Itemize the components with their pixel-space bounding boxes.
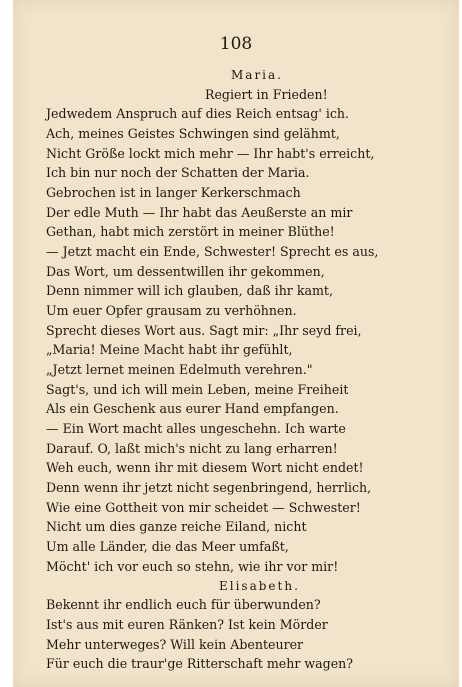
verse-line: Um euer Opfer grausam zu verhöhnen. xyxy=(46,303,297,318)
verse-line: Das Wort, um dessentwillen ihr gekommen, xyxy=(46,264,325,279)
book-page xyxy=(13,0,459,687)
verse-line: Um alle Länder, die das Meer umfaßt, xyxy=(46,539,289,554)
verse-line: Wie eine Gottheit von mir scheidet — Schwester! xyxy=(46,500,361,515)
verse-line: Ach, meines Geistes Schwingen sind gelähmt, xyxy=(46,126,340,141)
verse-line: Möcht' ich vor euch so stehn, wie ihr vor mir! xyxy=(46,559,339,574)
verse-line: Als ein Geschenk aus eurer Hand empfangen. xyxy=(46,401,339,416)
verse-line: Für euch die traur'ge Ritterschaft mehr wagen? xyxy=(46,656,354,671)
verse-line: Darauf. O, laßt mich's nicht zu lang erharren! xyxy=(46,441,338,456)
speaker-maria: Maria. xyxy=(231,68,283,82)
verse-line: Gethan, habt mich zerstört in meiner Blüthe! xyxy=(46,224,335,239)
verse-line: Nicht Größe lockt mich mehr — Ihr habt's erreicht, xyxy=(46,146,375,161)
speaker-elisabeth: Elisabeth. xyxy=(219,579,300,593)
verse-line: Gebrochen ist in langer Kerkerschmach xyxy=(46,185,301,200)
page-number: 108 xyxy=(219,34,253,54)
verse-line: Jedwedem Anspruch auf dies Reich entsag' ich. xyxy=(46,106,350,121)
verse-line: Denn wenn ihr jetzt nicht segenbringend, herrlich, xyxy=(46,480,372,495)
verse-line: Sagt's, und ich will mein Leben, meine Freiheit xyxy=(46,382,349,397)
verse-line: Denn nimmer will ich glauben, daß ihr kamt, xyxy=(46,283,333,298)
verse-line: — Ein Wort macht alles ungeschehn. Ich warte xyxy=(46,421,346,436)
verse-line: Mehr unterweges? Will kein Abenteurer xyxy=(46,637,304,652)
verse-line: „Maria! Meine Macht habt ihr gefühlt, xyxy=(46,342,293,357)
stage-direction: Regiert in Frieden! xyxy=(205,87,328,102)
verse-line: Ich bin nur noch der Schatten der Maria. xyxy=(46,165,310,180)
verse-line: Weh euch, wenn ihr mit diesem Wort nicht endet! xyxy=(46,460,364,475)
verse-line: Nicht um dies ganze reiche Eiland, nicht xyxy=(46,519,307,534)
verse-line: Der edle Muth — Ihr habt das Aeußerste an mir xyxy=(46,205,353,220)
verse-line: Sprecht dieses Wort aus. Sagt mir: „Ihr seyd frei, xyxy=(46,323,362,338)
verse-line: Bekennt ihr endlich euch für überwunden? xyxy=(46,597,321,612)
verse-line: — Jetzt macht ein Ende, Schwester! Sprecht es aus, xyxy=(46,244,379,259)
verse-line: „Jetzt lernet meinen Edelmuth verehren." xyxy=(46,362,313,377)
verse-line: Ist's aus mit euren Ränken? Ist kein Mörder xyxy=(46,617,328,632)
